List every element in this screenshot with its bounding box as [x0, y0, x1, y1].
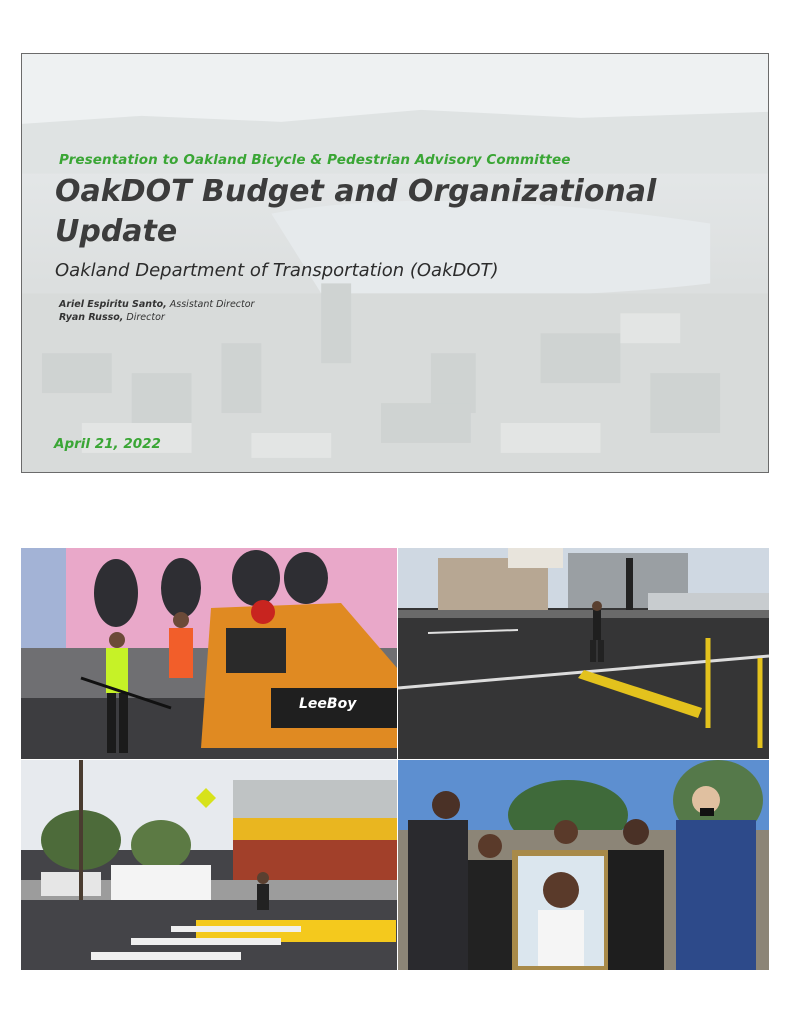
photo-street-crossing: [398, 548, 769, 759]
slide-subtitle: Presentation to Oakland Bicycle & Pedestrian Advisory Committee: [59, 152, 571, 168]
presenter-item: [59, 298, 254, 311]
slide-title: OakDOT Budget and Organizational Update: [55, 174, 657, 249]
presentation-date: April 21, 2022: [54, 436, 161, 452]
title-slide: [21, 53, 769, 473]
photo-paving-crew: [21, 548, 397, 759]
photo-crosswalk-storefront: [21, 760, 397, 970]
organization-name: Oakland Department of Transportation (OakDOT): [55, 260, 499, 281]
presenter-role: Assistant Director: [169, 299, 255, 310]
presenter-name: Ariel Espiritu Santo,: [59, 299, 167, 310]
presenter-item: [59, 311, 254, 324]
presenter-role: Director: [126, 312, 165, 323]
photo-group-portrait: [398, 760, 769, 970]
paving-machine-brand: LeeBoy: [299, 696, 357, 712]
presenter-name: Ryan Russo,: [59, 312, 124, 323]
presenter-list: [59, 298, 254, 324]
photo-grid: [21, 548, 769, 970]
